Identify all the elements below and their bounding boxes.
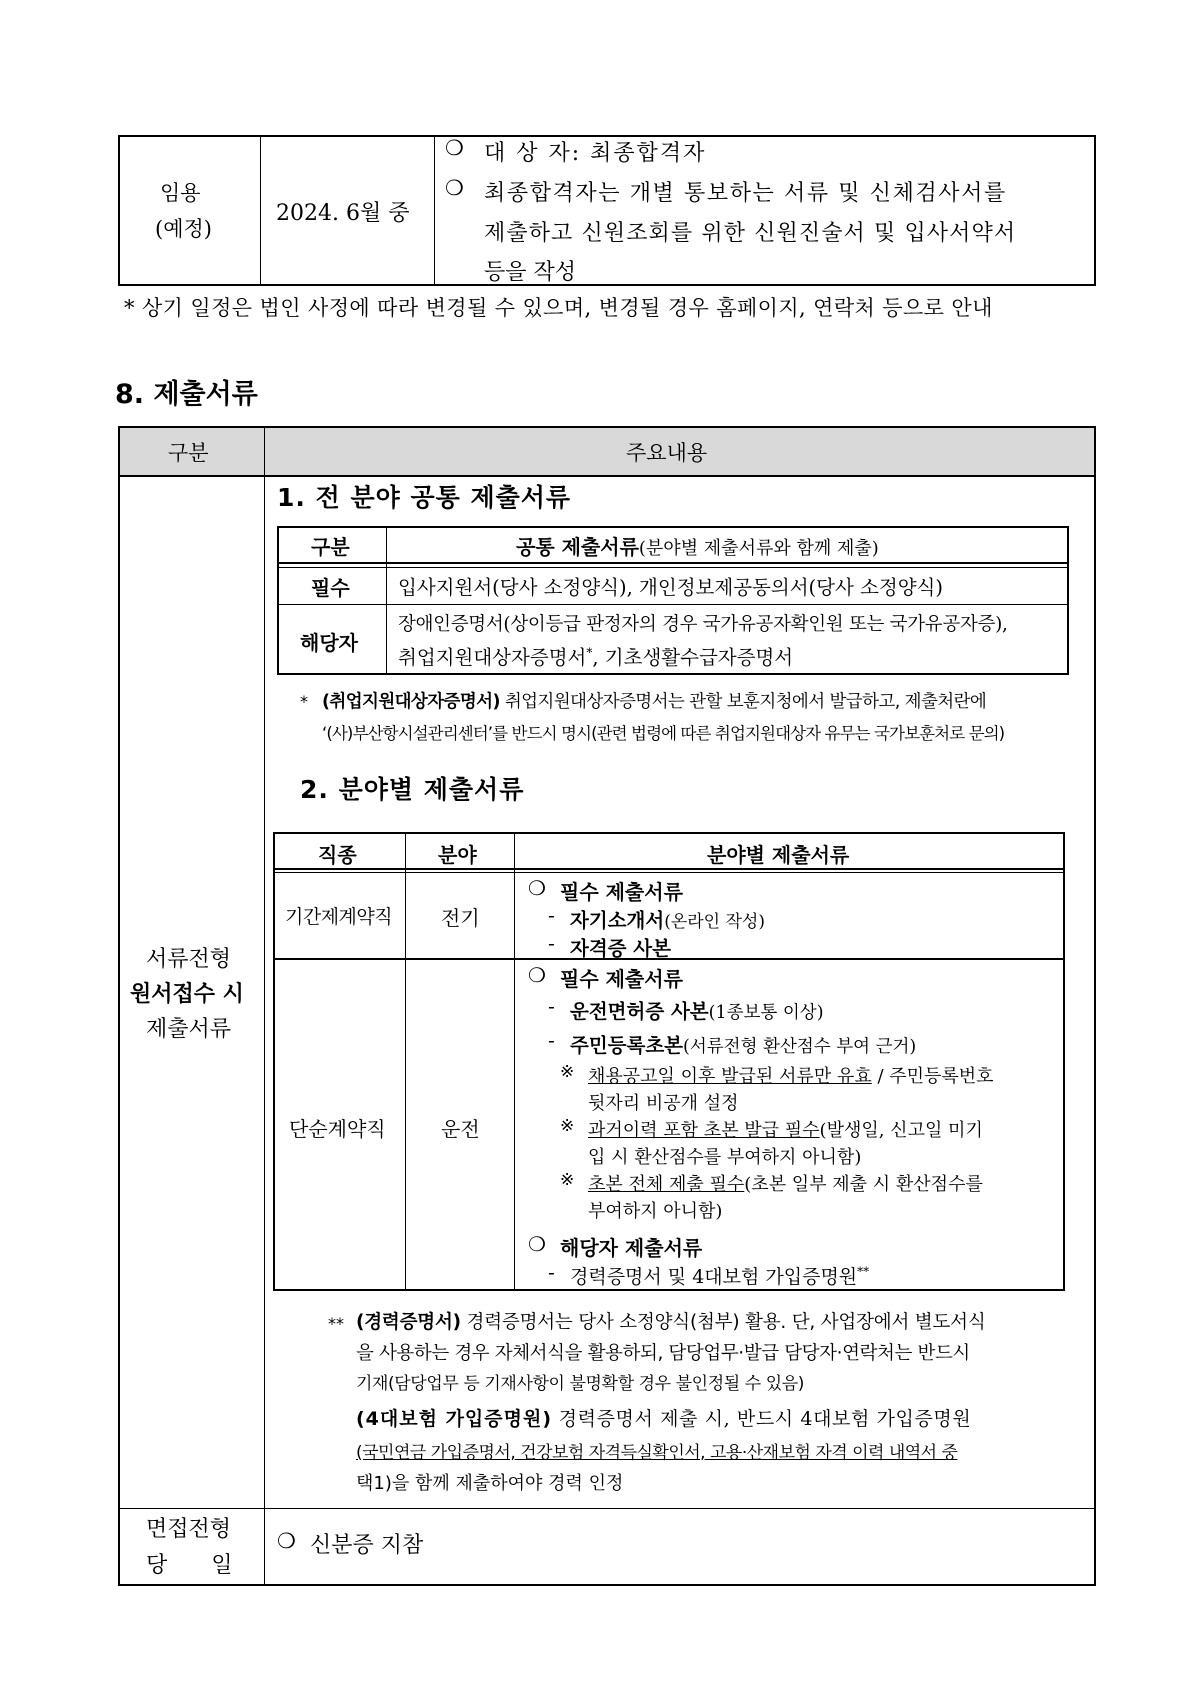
row2-item-3-text: 경력증명서 및 4대보험 가입증명원 — [570, 1266, 858, 1288]
row2-heading: 필수 제출서류 — [560, 967, 683, 991]
required-text: 입사지원서(당사 소정양식), 개인정보제공동의서(당사 소정양식) — [398, 576, 943, 599]
sub2-title: 2. 분야별 제출서류 — [300, 775, 525, 804]
applicable-sup: * — [586, 645, 593, 660]
top-bullet-2: 최종합격자는 개별 통보하는 서류 및 신체검사서를 — [484, 181, 1007, 206]
row1-label-2: 원서접수 시 — [130, 982, 244, 1007]
row2-item-2-bold: 주민등록초본 — [570, 1034, 684, 1057]
common-header-col2 — [516, 531, 879, 560]
row2-field: 운전 — [441, 1117, 480, 1141]
row2-note-1 — [588, 1062, 994, 1088]
footnote1-rest: 취업지원대상자증명서는 관할 보훈지청에서 발급하고, 제출처란에 — [499, 692, 987, 712]
footnote2-p2-line-1 — [356, 1404, 971, 1431]
bullet-icon: ❍ — [528, 1232, 546, 1256]
schedule-note: * 상기 일정은 법인 사정에 따라 변경될 수 있으며, 변경될 경우 홈페이지, 연락처 등으로 안내 — [124, 296, 993, 320]
row2-item-3 — [570, 1262, 869, 1289]
row1-item-1-rest: (온라인 작성) — [664, 912, 765, 932]
applicable-label: 해당자 — [300, 631, 358, 655]
row2-type: 단순계약직 — [289, 1117, 386, 1141]
row2-note-1-line-2: 뒷자리 비공개 설정 — [588, 1093, 739, 1114]
row1-field: 전기 — [441, 906, 480, 930]
top-bullet-4: 등을 작성 — [484, 260, 577, 285]
row1-label-1: 서류전형 — [146, 947, 232, 972]
row2-note-2-rest: (발생일, 신고일 미기 — [819, 1120, 983, 1141]
row2-note-3-line-2: 부여하지 아니함) — [588, 1201, 723, 1222]
main-header-col2: 주요내용 — [626, 441, 708, 465]
reference-mark-icon: ※ — [560, 1170, 575, 1190]
row2-label-1: 면접전형 — [146, 1517, 232, 1542]
footnote1-bold: (취업지원대상자증명서) — [322, 692, 500, 712]
footnote2-p2-bold: (4대보험 가입증명원) — [356, 1408, 553, 1430]
common-header-col1: 구분 — [311, 535, 350, 559]
bullet-icon: ❍ — [445, 136, 464, 160]
row1-label-3: 제출서류 — [146, 1017, 232, 1042]
row2-item-2-rest: (서류전형 환산점수 부여 근거) — [683, 1037, 917, 1057]
required-label: 필수 — [311, 576, 350, 600]
row2-item-2 — [570, 1030, 916, 1058]
section-title: 8. 제출서류 — [115, 379, 258, 410]
footnote2-p2-line-3: 택1)을 함께 제출하여야 경력 인정 — [356, 1473, 624, 1494]
top-date: 2024. 6월 중 — [276, 201, 410, 226]
top-bullet-3: 제출하고 신원조회를 위한 신원진술서 및 입사서약서 — [484, 221, 1017, 246]
bullet-icon: ❍ — [528, 963, 546, 987]
footnote1-line-2: ‘(사)부산항시설관리센터’를 반드시 명시(관련 법령에 따른 취업지원대상자 유무는 국가보훈처로 문의) — [322, 724, 1005, 743]
sub1-title: 1. 전 분야 공통 제출서류 — [277, 483, 572, 512]
top-bullet-1: 대 상 자: 최종합격자 — [484, 141, 707, 166]
row2-heading-2: 해당자 제출서류 — [560, 1236, 703, 1260]
row2-note-2 — [588, 1116, 983, 1142]
row2-item-1-bold: 운전면허증 사본 — [570, 1000, 709, 1023]
row1-type: 기간제계약직 — [285, 906, 393, 928]
applicable-line-2-b: , 기초생활수급자증명서 — [592, 646, 794, 669]
main-header-col1: 구분 — [168, 441, 209, 465]
footnote2-p2-line-2: (국민연금 가입증명서, 건강보험 자격득실확인서, 고용·산재보험 자격 이력 내역서 중 — [356, 1443, 958, 1463]
reference-mark-icon: ※ — [560, 1116, 575, 1136]
footnote1-line-1 — [322, 688, 986, 713]
footnote1-mark: * — [300, 692, 308, 711]
footnote2-p1-line-3: 기재(담당업무 등 기재사항이 불명확할 경우 불인정될 수 있음) — [356, 1374, 805, 1394]
applicable-line-2 — [398, 642, 793, 670]
row2-content: 신분증 지참 — [310, 1533, 424, 1558]
footnote2-p2-rest: 경력증명서 제출 시, 반드시 4대보험 가입증명원 — [552, 1408, 972, 1430]
row1-item-2: 자격증 사본 — [570, 937, 671, 960]
row2-note-3-u: 초본 전체 제출 필수 — [588, 1174, 745, 1195]
field-header-col1: 직종 — [318, 843, 357, 867]
row2-item-1 — [570, 996, 824, 1024]
dash: - — [548, 1030, 555, 1052]
applicable-line-1: 장애인증명서(상이등급 판정자의 경우 국가유공자확인원 또는 국가유공자증), — [398, 614, 1008, 635]
footnote2-mark: ** — [328, 1314, 344, 1333]
top-row-label-1: 임용 — [160, 181, 201, 205]
row1-item-1-bold: 자기소개서 — [570, 909, 665, 932]
dash: - — [548, 1262, 555, 1284]
row1-heading: 필수 제출서류 — [560, 880, 683, 904]
dash: - — [548, 933, 555, 955]
row2-note-1-u: 채용공고일 이후 발급된 서류만 유효 — [588, 1066, 872, 1087]
footnote2-p1-rest: 경력증명서는 당사 소정양식(첨부) 활용. 단, 사업장에서 별도서식 — [460, 1312, 986, 1333]
row2-note-3-rest: (초본 일부 제출 시 환산점수를 — [744, 1174, 983, 1195]
applicable-line-2-a: 취업지원대상자증명서 — [398, 646, 587, 669]
top-row-label-2: (예정) — [155, 217, 212, 241]
field-header-col3: 분야별 제출서류 — [707, 843, 850, 867]
row2-item-3-sup: ** — [857, 1264, 870, 1279]
row2-note-1-rest: / 주민등록번호 — [871, 1066, 994, 1087]
common-header-col2-bold: 공통 제출서류 — [516, 535, 639, 559]
footnote2-p1-line-1 — [356, 1308, 985, 1334]
row1-item-1 — [570, 905, 765, 933]
bullet-icon: ❍ — [528, 876, 546, 900]
dash: - — [548, 905, 555, 927]
bullet-icon: ❍ — [277, 1529, 296, 1553]
bullet-icon: ❍ — [445, 176, 464, 200]
row2-item-1-rest: (1종보통 이상) — [708, 1003, 824, 1023]
row2-label-2: 당 일 — [146, 1553, 233, 1578]
footnote2-p1-bold: (경력증명서) — [356, 1312, 461, 1333]
row2-note-2-u: 과거이력 포함 초본 발급 필수 — [588, 1120, 820, 1141]
field-header-col2: 분야 — [438, 843, 477, 867]
footnote2-p1-line-2: 을 사용하는 경우 자체서식을 활용하되, 담당업무·발급 담당자·연락처는 반드시 — [356, 1343, 970, 1364]
reference-mark-icon: ※ — [560, 1062, 575, 1082]
common-header-col2-rest: (분야별 제출서류와 함께 제출) — [638, 538, 879, 559]
row2-note-3 — [588, 1170, 983, 1196]
dash: - — [548, 996, 555, 1018]
row2-note-2-line-2: 입 시 환산점수를 부여하지 아니함) — [588, 1147, 862, 1168]
